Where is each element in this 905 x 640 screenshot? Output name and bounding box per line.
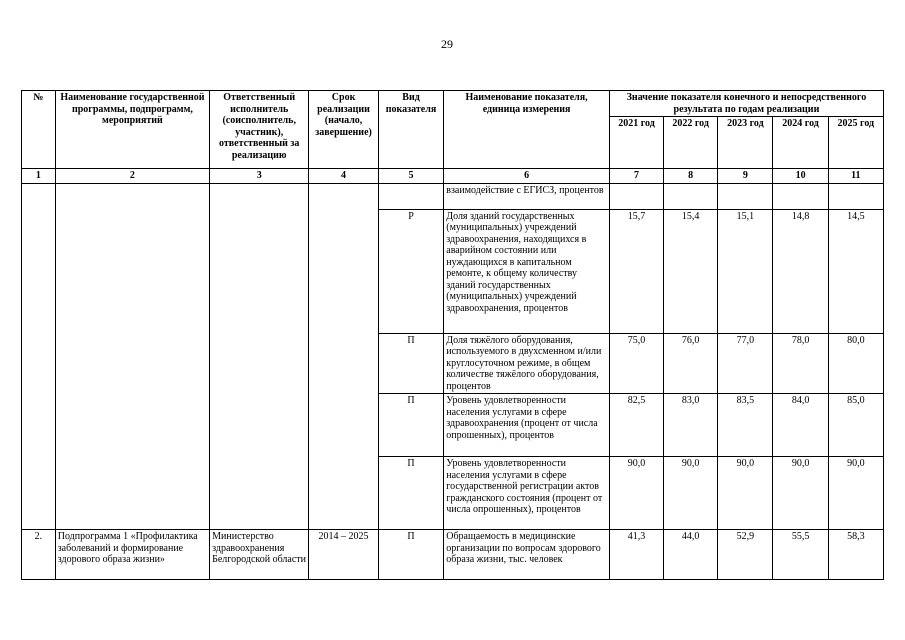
num-cell-empty (22, 183, 56, 530)
subprogram-num: 2. (22, 530, 56, 580)
header-indicator: Наименование показателя, единица измерения (444, 91, 610, 169)
value-cell: 15,1 (718, 209, 773, 333)
header-period: Срок реализации (начало, завершение) (309, 91, 379, 169)
kind-cell: Р (378, 209, 443, 333)
value-cell: 85,0 (828, 394, 883, 457)
value-cell: 78,0 (773, 333, 828, 394)
kind-cell: П (378, 394, 443, 457)
value-cell (828, 183, 883, 209)
column-number: 4 (309, 169, 379, 184)
indicator-cell: Доля зданий государственных (муниципальных) учреждений здравоохранения, находящихся в аварийном состоянии или нуждающихся в капитальном ремонте, к общему количеству зданий государственных (муниципальных) учреждений здравоохранения, процентов (444, 209, 610, 333)
value-cell: 90,0 (664, 457, 718, 530)
column-number: 11 (828, 169, 883, 184)
header-kind: Вид показателя (378, 91, 443, 169)
executor-cell-empty (210, 183, 309, 530)
column-number: 6 (444, 169, 610, 184)
header-year-2022: 2022 год (664, 117, 718, 169)
column-numbers-row (22, 169, 884, 184)
value-cell: 77,0 (718, 333, 773, 394)
column-number: 7 (609, 169, 663, 184)
value-cell (609, 183, 663, 209)
value-cell: 90,0 (828, 457, 883, 530)
indicators-table (21, 90, 884, 580)
value-cell: 84,0 (773, 394, 828, 457)
column-number: 8 (664, 169, 718, 184)
value-cell (664, 183, 718, 209)
kind-cell: П (378, 457, 443, 530)
value-cell: 90,0 (718, 457, 773, 530)
value-cell: 90,0 (773, 457, 828, 530)
period-cell-empty (309, 183, 379, 530)
header-num: № (22, 91, 56, 169)
header-year-2021: 2021 год (609, 117, 663, 169)
value-cell (718, 183, 773, 209)
header-row (22, 91, 884, 117)
value-cell: 90,0 (609, 457, 663, 530)
indicator-cell: Обращаемость в медицинские организации по вопросам здорового образа жизни, тыс. человек (444, 530, 610, 580)
value-cell: 14,5 (828, 209, 883, 333)
name-cell-empty (55, 183, 209, 530)
kind-cell: П (378, 333, 443, 394)
subprogram-executor: Министерство здравоохранения Белгородской области (210, 530, 309, 580)
value-cell: 15,4 (664, 209, 718, 333)
value-cell: 82,5 (609, 394, 663, 457)
value-cell: 58,3 (828, 530, 883, 580)
value-cell (773, 183, 828, 209)
column-number: 1 (22, 169, 56, 184)
subprogram-period: 2014 – 2025 (309, 530, 379, 580)
value-cell: 75,0 (609, 333, 663, 394)
column-number: 10 (773, 169, 828, 184)
value-cell: 76,0 (664, 333, 718, 394)
column-number: 3 (210, 169, 309, 184)
value-cell: 80,0 (828, 333, 883, 394)
value-cell: 52,9 (718, 530, 773, 580)
column-number: 9 (718, 169, 773, 184)
value-cell: 14,8 (773, 209, 828, 333)
value-cell: 44,0 (664, 530, 718, 580)
header-year-2023: 2023 год (718, 117, 773, 169)
header-values-group: Значение показателя конечного и непосредственного результата по годам реализации (609, 91, 883, 117)
column-number: 2 (55, 169, 209, 184)
value-cell: 83,5 (718, 394, 773, 457)
subprogram-row (22, 530, 884, 580)
value-cell: 55,5 (773, 530, 828, 580)
indicator-cell: Уровень удовлетворенности населения услугами в сфере здравоохранения (процент от числа опрошенных), процентов (444, 394, 610, 457)
value-cell: 15,7 (609, 209, 663, 333)
header-year-2024: 2024 год (773, 117, 828, 169)
value-cell: 83,0 (664, 394, 718, 457)
kind-cell (378, 183, 443, 209)
kind-cell: П (378, 530, 443, 580)
header-executor: Ответственный исполнитель (соисполнитель, участник), ответственный за реализацию (210, 91, 309, 169)
indicator-cell: взаимодействие с ЕГИСЗ, процентов (444, 183, 610, 209)
header-year-2025: 2025 год (828, 117, 883, 169)
subprogram-name: Подпрограмма 1 «Профилактика заболеваний и формирование здорового образа жизни» (55, 530, 209, 580)
indicator-cell: Уровень удовлетворенности населения услугами в сфере государственной регистрации актов гражданского состояния (процент от числа опрошенных), процентов (444, 457, 610, 530)
page-number: 29 (441, 37, 453, 51)
indicator-cell: Доля тяжёлого оборудования, используемого в двухсменном и/или круглосуточном режиме, в общем количестве тяжёлого оборудования, процентов (444, 333, 610, 394)
table-row (22, 183, 884, 209)
column-number: 5 (378, 169, 443, 184)
value-cell: 41,3 (609, 530, 663, 580)
header-name: Наименование государственной программы, подпрограмм, мероприятий (55, 91, 209, 169)
